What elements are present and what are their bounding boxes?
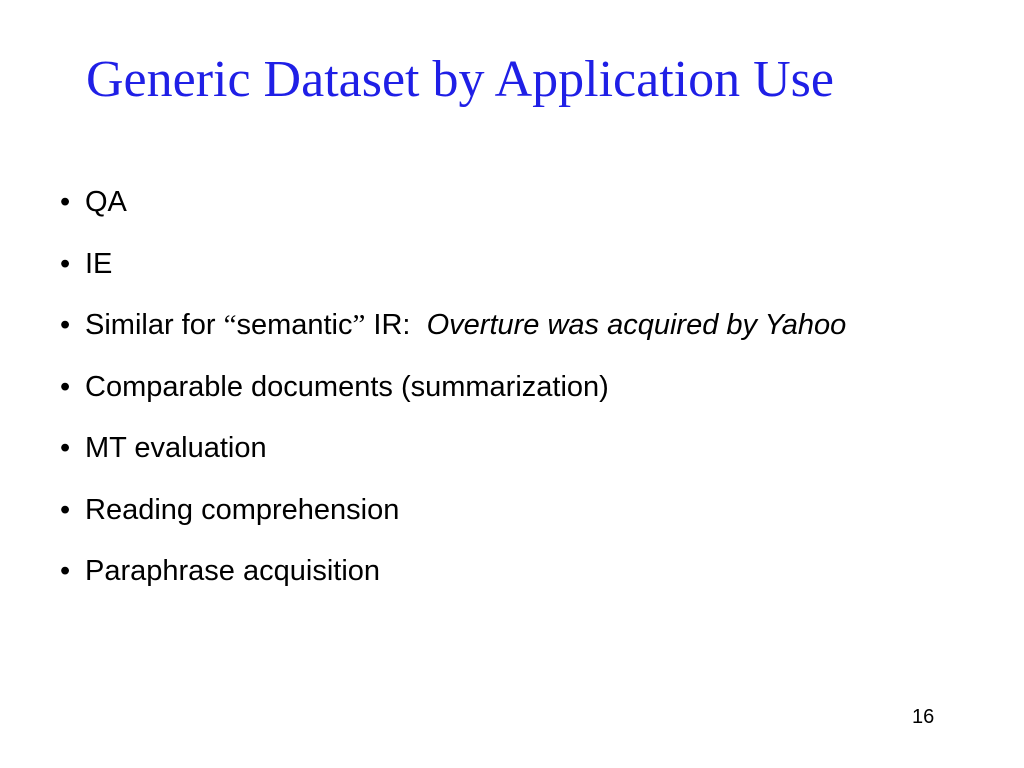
bullet-text: Paraphrase acquisition bbox=[85, 555, 381, 587]
bullet-text: Similar for bbox=[85, 309, 224, 341]
bullet-dot-icon: • bbox=[60, 432, 71, 464]
bullet-item-reading-comprehension bbox=[60, 492, 846, 554]
bullet-dot-icon: • bbox=[60, 247, 71, 280]
bullet-item-comparable-documents bbox=[60, 369, 846, 431]
bullet-text: IE bbox=[85, 247, 113, 280]
bullet-text-after: IR: bbox=[365, 309, 427, 341]
bullet-list bbox=[60, 184, 846, 615]
quoted-term: semantic bbox=[236, 309, 353, 341]
bullet-dot-icon: • bbox=[60, 309, 71, 341]
bullet-item-semantic-ir bbox=[60, 307, 846, 369]
bullet-dot-icon: • bbox=[60, 555, 71, 587]
bullet-text: Comparable documents (summarization) bbox=[85, 370, 609, 403]
slide-title: Generic Dataset by Application Use bbox=[86, 51, 834, 108]
bullet-text: Reading comprehension bbox=[85, 493, 400, 526]
bullet-dot-icon: • bbox=[60, 493, 71, 526]
page-number: 16 bbox=[912, 706, 935, 728]
bullet-text: MT evaluation bbox=[85, 432, 267, 464]
close-quote: ” bbox=[352, 309, 366, 341]
bullet-dot-icon: • bbox=[60, 186, 71, 218]
bullet-dot-icon: • bbox=[60, 370, 71, 403]
bullet-item-qa bbox=[60, 184, 846, 246]
open-quote: “ bbox=[223, 309, 237, 341]
bullet-text: QA bbox=[85, 186, 127, 218]
bullet-item-ie bbox=[60, 246, 846, 308]
example-sentence: Overture was acquired by Yahoo bbox=[426, 309, 847, 341]
bullet-item-paraphrase-acquisition bbox=[60, 553, 846, 615]
bullet-item-mt-evaluation bbox=[60, 430, 846, 492]
